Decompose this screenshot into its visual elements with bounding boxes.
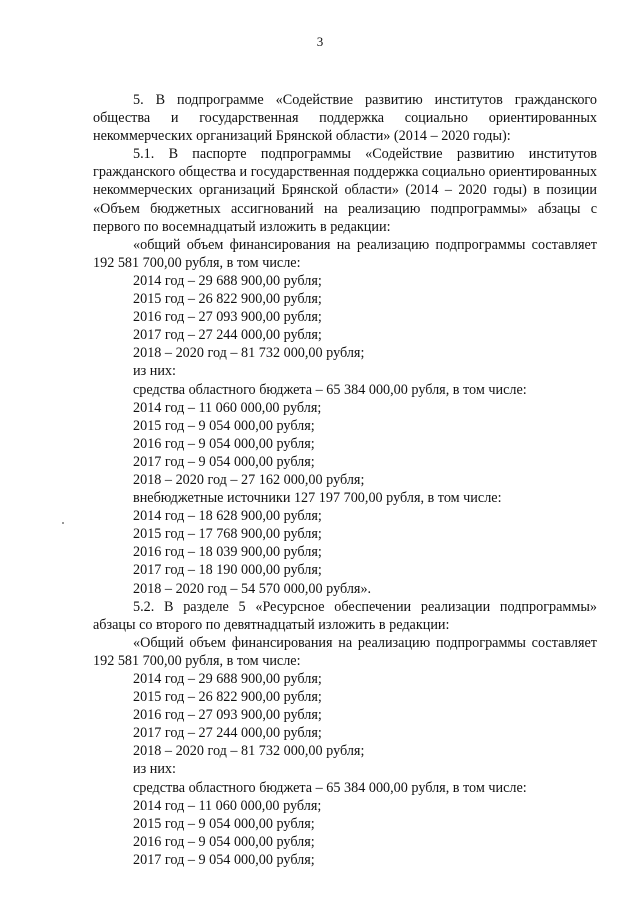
- year-line: 2017 год – 27 244 000,00 рубля;: [133, 725, 322, 742]
- year-line: 2017 год – 27 244 000,00 рубля;: [133, 327, 322, 344]
- year-line: 2016 год – 9 054 000,00 рубля;: [133, 833, 315, 850]
- year-line: 2018 – 2020 год – 54 570 000,00 рубля».: [133, 580, 372, 597]
- year-line: 2015 год – 9 054 000,00 рубля;: [133, 417, 315, 434]
- year-line: 2015 год – 26 822 900,00 рубля;: [133, 291, 322, 308]
- scan-speck: [62, 522, 64, 524]
- year-line: 2016 год – 27 093 900,00 рубля;: [133, 309, 322, 326]
- year-line: 2016 год – 27 093 900,00 рубля;: [133, 707, 322, 724]
- extrabudgetary-line: внебюджетные источники 127 197 700,00 рубля, в том числе:: [133, 490, 502, 507]
- year-line: 2017 год – 18 190 000,00 рубля;: [133, 562, 322, 579]
- year-line: 2015 год – 26 822 900,00 рубля;: [133, 689, 322, 706]
- year-line: 2014 год – 11 060 000,00 рубля;: [133, 797, 322, 814]
- year-line: 2015 год – 17 768 900,00 рубля;: [133, 526, 322, 543]
- year-line: 2014 год – 29 688 900,00 рубля;: [133, 671, 322, 687]
- year-line: 2017 год – 9 054 000,00 рубля;: [133, 851, 315, 868]
- year-line: 2018 – 2020 год – 81 732 000,00 рубля;: [133, 743, 365, 760]
- section-5-heading: 5. В подпрограмме «Содействие развитию институтов гражданского общества и государственная поддержка социально ориентированных некоммерческих организаций Брянской области» (2014 – 2020 годы):: [93, 92, 597, 145]
- section-5-1-total: «общий объем финансирования на реализацию подпрограммы составляет 192 581 700,00 рубля, в том числе:: [93, 236, 597, 271]
- year-line: 2016 год – 9 054 000,00 рубля;: [133, 435, 315, 452]
- regional-budget-line: средства областного бюджета – 65 384 000,00 рубля, в том числе:: [133, 381, 527, 398]
- year-line: 2014 год – 18 628 900,00 рубля;: [133, 508, 322, 525]
- regional-budget-line: средства областного бюджета – 65 384 000,00 рубля, в том числе:: [133, 779, 527, 796]
- of-which-label: из них:: [133, 363, 176, 380]
- of-which-label: из них:: [133, 761, 176, 778]
- year-line: 2018 – 2020 год – 27 162 000,00 рубля;: [133, 471, 365, 488]
- year-line: 2017 год – 9 054 000,00 рубля;: [133, 453, 315, 470]
- section-5-2-text: 5.2. В разделе 5 «Ресурсное обеспечении реализации подпрограммы» абзацы со второго по девятнадцатый изложить в редакции:: [93, 598, 597, 633]
- year-line: 2014 год – 11 060 000,00 рубля;: [133, 399, 322, 416]
- year-line: 2015 год – 9 054 000,00 рубля;: [133, 815, 315, 832]
- section-5-2-total: «Общий объем финансирования на реализацию подпрограммы составляет 192 581 700,00 рубля, в том числе:: [93, 634, 597, 669]
- year-line: 2018 – 2020 год – 81 732 000,00 рубля;: [133, 345, 365, 362]
- section-5-1-text: 5.1. В паспорте подпрограммы «Содействие развитию институтов гражданского общества и государственная поддержка социально ориентированных некоммерческих организаций Брянской области» (2014 – 2020 годы) в позиции «Объем бюджетных ассигнований на реализацию подпрограммы» абзацы с первого по восемнадцатый изложить в редакции:: [93, 146, 597, 235]
- document-body: [93, 91, 597, 869]
- page-number: 3: [316, 34, 324, 49]
- year-line: 2016 год – 18 039 900,00 рубля;: [133, 544, 322, 561]
- year-line: 2014 год – 29 688 900,00 рубля;: [133, 272, 322, 289]
